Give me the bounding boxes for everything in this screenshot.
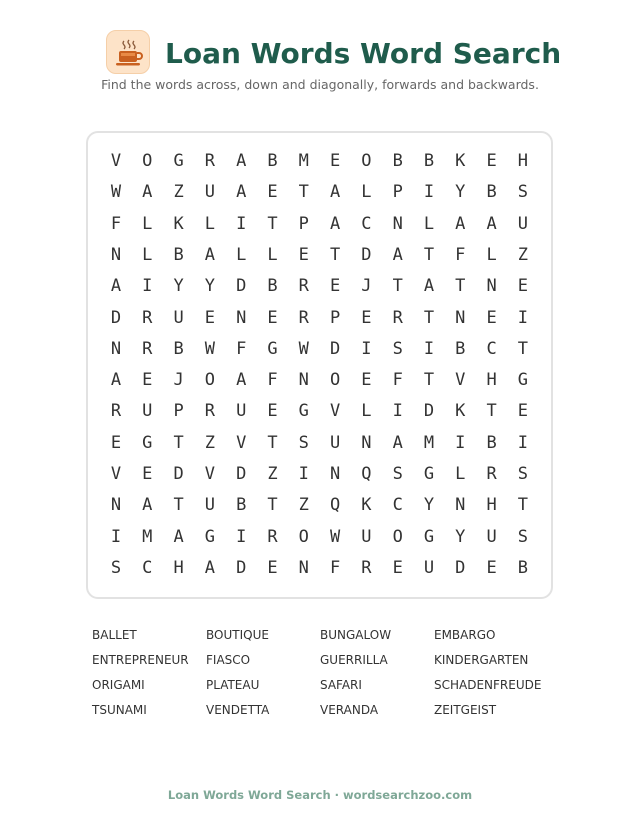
- grid-letter: R: [298, 276, 309, 297]
- grid-letter: T: [517, 338, 529, 359]
- grid-letter: E: [267, 307, 278, 328]
- grid-letter: K: [455, 151, 466, 171]
- grid-letter: A: [204, 557, 216, 578]
- grid-letter: I: [392, 401, 403, 422]
- grid-letter: T: [423, 370, 435, 391]
- grid-letter: U: [173, 307, 184, 328]
- grid-letter: E: [142, 464, 153, 484]
- grid-row: [88, 240, 551, 270]
- grid-letter: R: [298, 307, 309, 328]
- grid-letter: I: [455, 432, 466, 453]
- page-title: Loan Words Word Search: [165, 37, 562, 70]
- grid-letter: R: [361, 557, 372, 578]
- grid-letter: A: [236, 151, 247, 171]
- grid-letter: F: [267, 370, 278, 391]
- grid-letter: L: [361, 182, 372, 203]
- grid-letter: Z: [298, 495, 309, 516]
- grid-row: [88, 522, 551, 552]
- grid-letter: L: [267, 244, 278, 265]
- grid-letter: C: [392, 495, 403, 516]
- grid-letter: I: [236, 526, 247, 547]
- grid-letter: R: [142, 307, 153, 328]
- grid-letter: N: [110, 495, 122, 516]
- grid-letter: L: [236, 244, 247, 265]
- grid-letter: Y: [455, 526, 466, 547]
- grid-letter: R: [110, 401, 122, 422]
- grid-letter: T: [455, 276, 466, 297]
- grid-letter: K: [173, 213, 184, 234]
- grid-letter: R: [486, 464, 497, 484]
- grid-letter: E: [110, 432, 122, 453]
- grid-letter: L: [455, 464, 466, 484]
- grid-letter: W: [110, 182, 122, 203]
- grid-letter: I: [142, 276, 153, 297]
- grid-letter: Y: [455, 182, 466, 203]
- grid-letter: Y: [204, 276, 216, 297]
- grid-letter: V: [236, 432, 247, 453]
- grid-letter: T: [298, 182, 309, 203]
- grid-letter: A: [236, 182, 247, 203]
- grid-row: [88, 490, 551, 520]
- word-list-item: SAFARI: [320, 678, 362, 692]
- letter-grid: [86, 131, 553, 599]
- grid-letter: W: [329, 526, 341, 547]
- grid-letter: G: [204, 526, 216, 547]
- grid-letter: Y: [173, 276, 184, 297]
- header: [0, 28, 640, 76]
- grid-letter: C: [486, 338, 497, 359]
- grid-letter: N: [486, 276, 497, 297]
- grid-letter: D: [110, 307, 122, 328]
- grid-letter: T: [329, 244, 341, 265]
- grid-letter: E: [142, 370, 153, 391]
- grid-row: [88, 303, 551, 333]
- grid-letter: A: [204, 244, 216, 265]
- grid-letter: U: [361, 526, 372, 547]
- grid-letter: L: [361, 401, 372, 422]
- grid-letter: A: [455, 213, 466, 234]
- grid-letter: R: [142, 338, 153, 359]
- grid-letter: A: [392, 244, 403, 265]
- grid-letter: T: [267, 213, 278, 234]
- grid-letter: H: [486, 370, 497, 391]
- grid-letter: E: [267, 401, 278, 422]
- grid-letter: O: [298, 526, 309, 547]
- grid-letter: W: [298, 338, 309, 359]
- grid-letter: F: [455, 244, 466, 265]
- word-list-item: KINDERGARTEN: [434, 653, 529, 667]
- grid-letter: T: [423, 244, 435, 265]
- grid-letter: U: [204, 495, 216, 516]
- grid-letter: A: [142, 182, 153, 203]
- grid-letter: L: [486, 244, 497, 265]
- grid-letter: M: [423, 432, 435, 453]
- word-list-item: FIASCO: [206, 653, 251, 667]
- grid-letter: Z: [267, 464, 278, 484]
- grid-letter: D: [329, 338, 341, 359]
- grid-letter: Z: [173, 182, 184, 203]
- word-list-item: BALLET: [92, 628, 137, 642]
- grid-letter: F: [236, 338, 247, 359]
- grid-letter: E: [486, 151, 497, 171]
- grid-letter: R: [392, 307, 403, 328]
- grid-letter: A: [173, 526, 184, 547]
- grid-letter: B: [236, 495, 247, 516]
- grid-letter: O: [361, 151, 372, 171]
- grid-letter: C: [361, 213, 372, 234]
- grid-letter: Y: [423, 495, 435, 516]
- grid-letter: E: [361, 370, 372, 391]
- grid-letter: T: [486, 401, 497, 422]
- grid-letter: W: [204, 338, 216, 359]
- grid-letter: G: [142, 432, 153, 453]
- grid-letter: E: [517, 276, 529, 297]
- grid-row: [88, 428, 551, 458]
- grid-letter: T: [173, 432, 184, 453]
- grid-letter: B: [267, 276, 278, 297]
- grid-letter: U: [423, 557, 435, 578]
- grid-row: [88, 553, 551, 583]
- grid-letter: J: [361, 276, 372, 297]
- grid-row: [88, 271, 551, 301]
- grid-letter: V: [110, 464, 122, 484]
- grid-letter: E: [361, 307, 372, 328]
- grid-letter: T: [267, 495, 278, 516]
- grid-letter: A: [392, 432, 403, 453]
- grid-letter: N: [329, 464, 341, 484]
- grid-row: [88, 396, 551, 426]
- grid-letter: L: [142, 244, 153, 265]
- grid-letter: V: [204, 464, 216, 484]
- footer: Loan Words Word Search · wordsearchzoo.com: [167, 788, 473, 802]
- grid-letter: D: [236, 557, 247, 578]
- grid-letter: F: [110, 213, 122, 234]
- grid-letter: A: [142, 495, 153, 516]
- word-list: [92, 628, 572, 738]
- grid-letter: V: [110, 151, 122, 171]
- word-list-item: ENTREPRENEUR: [92, 653, 189, 667]
- grid-letter: U: [329, 432, 341, 453]
- grid-letter: I: [517, 307, 529, 328]
- grid-letter: U: [204, 182, 216, 203]
- grid-letter: A: [486, 213, 497, 234]
- grid-letter: E: [486, 557, 497, 578]
- grid-letter: T: [173, 495, 184, 516]
- grid-letter: I: [110, 526, 122, 547]
- grid-letter: S: [392, 338, 403, 359]
- grid-letter: O: [329, 370, 341, 391]
- coffee-cup-icon: [113, 37, 145, 69]
- word-list-item: TSUNAMI: [92, 703, 147, 717]
- grid-letter: N: [110, 338, 122, 359]
- grid-letter: R: [204, 151, 216, 171]
- grid-letter: I: [236, 213, 247, 234]
- grid-letter: E: [204, 307, 216, 328]
- grid-letter: N: [455, 307, 466, 328]
- grid-row: [88, 177, 551, 207]
- grid-letter: A: [236, 370, 247, 391]
- grid-letter: U: [486, 526, 497, 547]
- grid-row: [88, 209, 551, 239]
- grid-letter: E: [392, 557, 403, 578]
- grid-letter: E: [329, 276, 341, 297]
- grid-letter: H: [173, 557, 184, 578]
- word-list-item: VENDETTA: [206, 703, 270, 717]
- grid-letter: E: [486, 307, 497, 328]
- grid-letter: S: [392, 464, 403, 484]
- grid-letter: N: [236, 307, 247, 328]
- word-list-item: ORIGAMI: [92, 678, 145, 692]
- grid-letter: N: [298, 370, 309, 391]
- word-list-item: EMBARGO: [434, 628, 496, 642]
- grid-letter: C: [142, 557, 153, 578]
- grid-letter: O: [204, 370, 216, 391]
- grid-letter: N: [298, 557, 309, 578]
- grid-letter: R: [267, 526, 278, 547]
- grid-letter: N: [455, 495, 466, 516]
- grid-letter: D: [236, 464, 247, 484]
- grid-letter: B: [423, 151, 435, 171]
- grid-letter: E: [329, 151, 341, 171]
- grid-letter: B: [173, 244, 184, 265]
- grid-letter: D: [361, 244, 372, 265]
- grid-letter: B: [455, 338, 466, 359]
- grid-letter: A: [110, 276, 122, 297]
- grid-letter: I: [361, 338, 372, 359]
- grid-letter: B: [517, 557, 529, 578]
- grid-letter: S: [517, 526, 529, 547]
- grid-letter: M: [298, 151, 309, 171]
- grid-letter: G: [517, 370, 529, 391]
- grid-letter: E: [267, 557, 278, 578]
- grid-letter: O: [142, 151, 153, 171]
- grid-letter: N: [110, 244, 122, 265]
- grid-letter: P: [392, 182, 403, 203]
- grid-letter: S: [517, 464, 529, 484]
- grid-letter: B: [486, 182, 497, 203]
- grid-letter: F: [392, 370, 403, 391]
- grid-letter: V: [455, 370, 466, 391]
- grid-letter: N: [361, 432, 372, 453]
- grid-letter: P: [329, 307, 341, 328]
- grid-letter: J: [173, 370, 184, 391]
- grid-letter: R: [204, 401, 216, 422]
- grid-letter: I: [298, 464, 309, 484]
- word-list-item: PLATEAU: [206, 678, 260, 692]
- grid-letter: O: [392, 526, 403, 547]
- word-list-item: VERANDA: [320, 703, 379, 717]
- grid-letter: A: [329, 182, 341, 203]
- grid-letter: P: [298, 213, 309, 234]
- grid-letter: L: [142, 213, 153, 234]
- grid-row: [88, 459, 551, 489]
- grid-letter: K: [361, 495, 372, 516]
- grid-letter: G: [173, 151, 184, 171]
- grid-letter: U: [142, 401, 153, 422]
- grid-letter: B: [173, 338, 184, 359]
- grid-letter: D: [236, 276, 247, 297]
- grid-letter: I: [423, 182, 435, 203]
- grid-row: [88, 146, 551, 176]
- grid-row: [88, 365, 551, 395]
- grid-letter: A: [110, 370, 122, 391]
- grid-letter: G: [267, 338, 278, 359]
- word-list-item: GUERRILLA: [320, 653, 388, 667]
- grid-letter: D: [173, 464, 184, 484]
- grid-row: [88, 334, 551, 364]
- instructions: Find the words across, down and diagonally, forwards and backwards.: [101, 77, 539, 92]
- grid-letter: E: [298, 244, 309, 265]
- grid-letter: P: [173, 401, 184, 422]
- grid-letter: Q: [329, 495, 341, 516]
- grid-letter: G: [298, 401, 309, 422]
- logo: [106, 30, 150, 74]
- grid-letter: T: [267, 432, 278, 453]
- grid-letter: F: [329, 557, 341, 578]
- grid-letter: T: [392, 276, 403, 297]
- word-list-item: SCHADENFREUDE: [434, 678, 542, 692]
- grid-letter: B: [486, 432, 497, 453]
- grid-letter: E: [267, 182, 278, 203]
- grid-letter: D: [455, 557, 466, 578]
- grid-letter: A: [329, 213, 341, 234]
- grid-letter: D: [423, 401, 435, 422]
- grid-letter: S: [110, 557, 122, 578]
- grid-letter: T: [423, 307, 435, 328]
- grid-letter: G: [423, 464, 435, 484]
- grid-letter: Q: [361, 464, 372, 484]
- grid-letter: I: [517, 432, 529, 453]
- grid-letter: T: [517, 495, 529, 516]
- grid-letter: H: [486, 495, 497, 516]
- grid-letter: B: [267, 151, 278, 171]
- grid-letter: L: [204, 213, 216, 234]
- grid-letter: S: [298, 432, 309, 453]
- grid-letter: S: [517, 182, 529, 203]
- word-list-item: BUNGALOW: [320, 628, 392, 642]
- word-list-item: ZEITGEIST: [434, 703, 497, 717]
- grid-letter: U: [236, 401, 247, 422]
- grid-letter: E: [517, 401, 529, 422]
- grid-letter: L: [423, 213, 435, 234]
- grid-letter: K: [455, 401, 466, 422]
- grid-letter: N: [392, 213, 403, 234]
- grid-letter: G: [423, 526, 435, 547]
- grid-letter: A: [423, 276, 435, 297]
- grid-letter: I: [423, 338, 435, 359]
- grid-letter: V: [329, 401, 341, 422]
- grid-letter: H: [517, 151, 529, 171]
- grid-letter: M: [142, 526, 153, 547]
- grid-letter: U: [517, 213, 529, 234]
- word-list-item: BOUTIQUE: [206, 628, 269, 642]
- grid-letter: Z: [204, 432, 216, 453]
- grid-letter: B: [392, 151, 403, 171]
- grid-letter: Z: [517, 244, 529, 265]
